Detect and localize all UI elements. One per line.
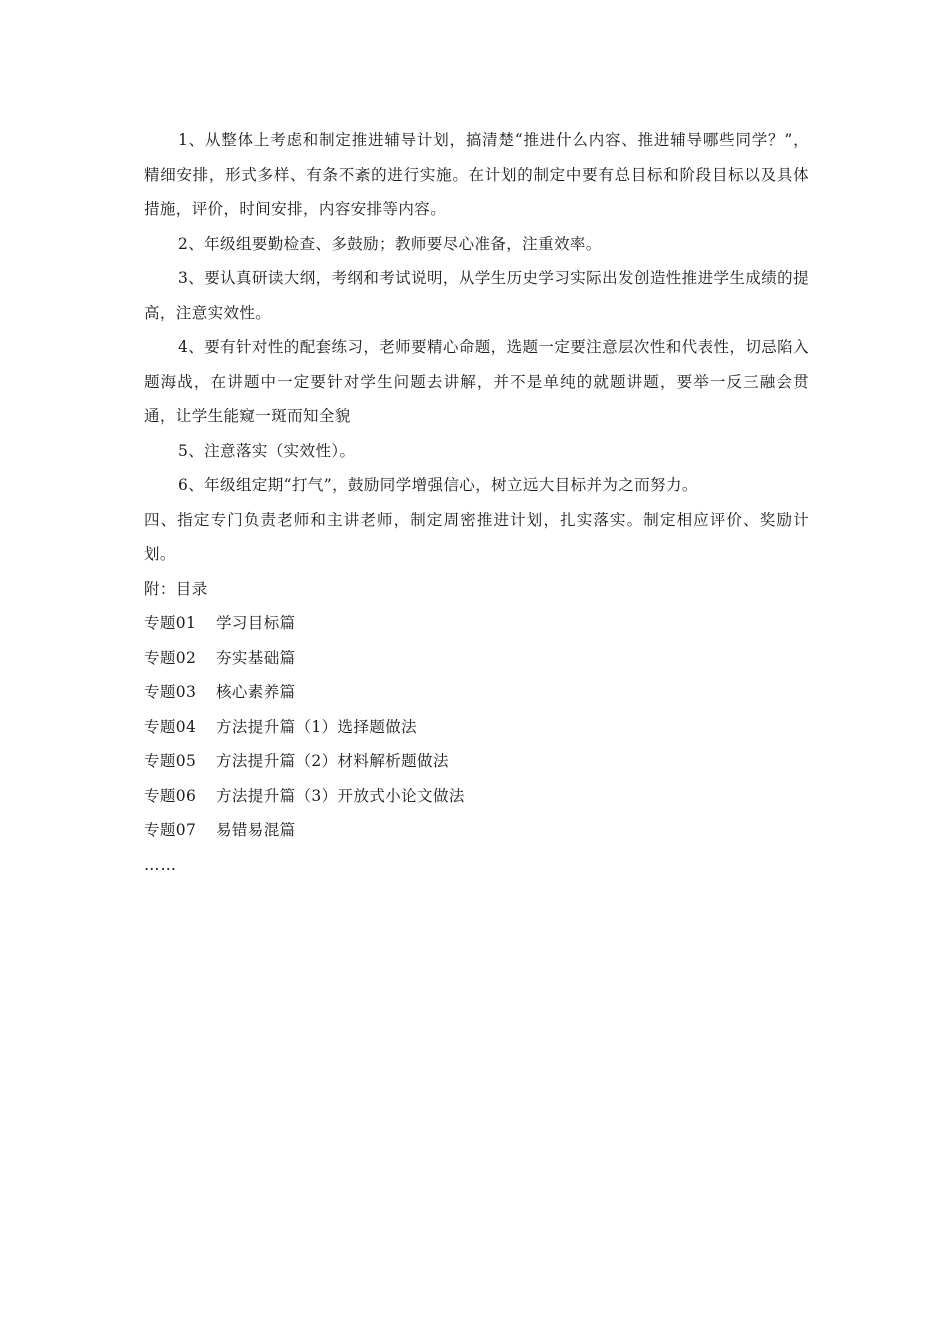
toc-entry-title: 夯实基础篇 [216, 648, 296, 667]
measure-item-2: 2、年级组要勤检查、多鼓励；教师要尽心准备，注重效率。 [178, 234, 602, 253]
toc-entry-number: 专题04 [144, 717, 197, 736]
toc-entry-number: 专题07 [144, 821, 197, 839]
toc-entry-number: 专题06 [144, 786, 197, 805]
toc-entry [144, 641, 809, 676]
toc-entry-title: 学习目标篇 [216, 614, 296, 632]
measure-item-3: 3、要认真研读大纲，考纲和考试说明，从学生历史学习实际出发创造性推进学生成绩的提高，注意实效性。 [144, 269, 809, 322]
toc-entry-title: 方法提升篇（1）选择题做法 [216, 717, 418, 736]
section-four-paragraph: 四、指定专门负责老师和主讲老师，制定周密推进计划，扎实落实。制定相应评价、奖励计划。 [144, 510, 809, 563]
measure-item-1: 1、从整体上考虑和制定推进辅导计划，搞清楚“推进什么内容、推进辅导哪些同学？”，精细安排，形式多样、有条不紊的进行实施。在计划的制定中要有总目标和阶段目标以及具体措施，评价，时间安排，内容安排等内容。 [144, 131, 809, 218]
measure-item-6: 6、年级组定期“打气”，鼓励同学增强信心，树立远大目标并为之而努力。 [178, 476, 698, 494]
toc-entry-title: 核心素养篇 [216, 683, 296, 701]
appendix-heading: 附：目录 [144, 579, 208, 598]
toc-entry [144, 710, 809, 745]
toc-entry [144, 675, 809, 710]
toc-entry-number: 专题05 [144, 752, 197, 770]
document-body [144, 123, 809, 882]
toc-entry [144, 779, 809, 814]
measure-item-5: 5、注意落实（实效性）。 [178, 441, 356, 460]
toc-entry [144, 606, 809, 641]
measure-item-4: 4、要有针对性的配套练习，老师要精心命题，选题一定要注意层次性和代表性，切忌陷入题海战，在讲题中一定要针对学生问题去讲解，并不是单纯的就题讲题，要举一反三融会贯通，让学生能窥一斑而知全貌 [144, 338, 809, 425]
table-of-contents [144, 606, 809, 848]
toc-entry-number: 专题01 [144, 614, 197, 632]
toc-entry-number: 专题03 [144, 683, 197, 701]
toc-entry [144, 744, 809, 779]
toc-entry-title: 方法提升篇（2）材料解析题做法 [216, 752, 449, 770]
toc-entry-number: 专题02 [144, 648, 197, 667]
toc-entry-title: 易错易混篇 [216, 821, 296, 839]
toc-ellipsis: …… [144, 855, 177, 874]
toc-entry-title: 方法提升篇（3）开放式小论文做法 [216, 786, 465, 805]
toc-entry [144, 813, 809, 848]
